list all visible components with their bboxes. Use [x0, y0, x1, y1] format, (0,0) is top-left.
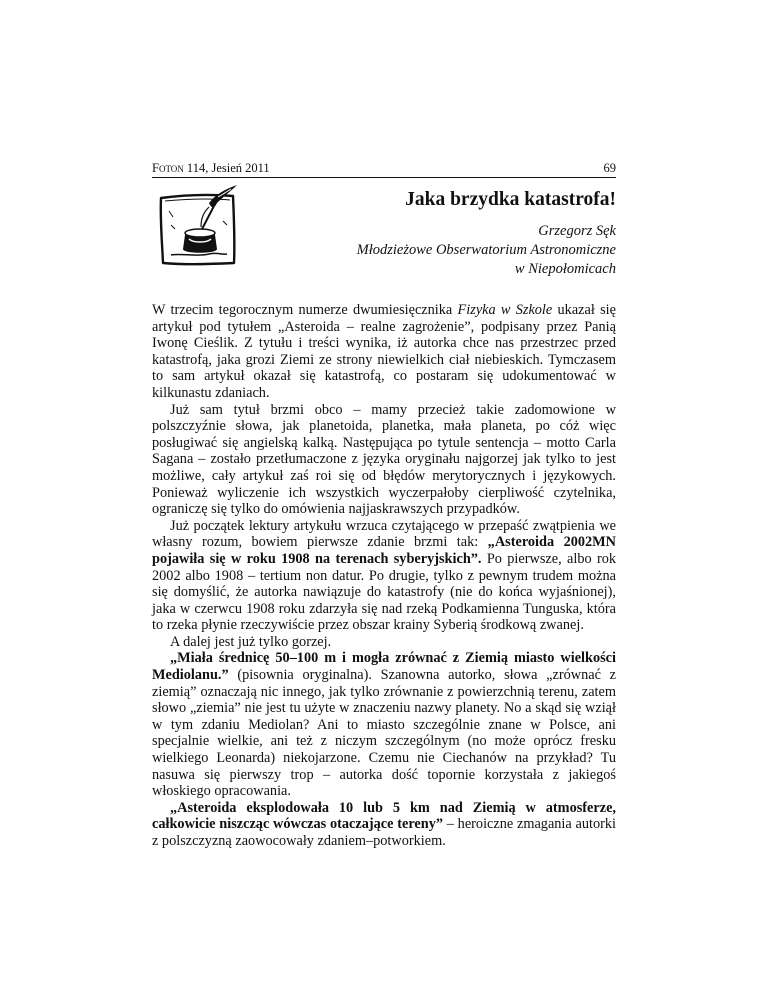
article-body	[152, 302, 616, 850]
page-number: 69	[603, 161, 616, 175]
text-run: W trzecim tegorocznym numerze dwumiesięcznika	[152, 302, 458, 318]
text-run: ukazał się artykuł pod tytułem „Asteroida – realne zagrożenie”, podpisany przez Panią Iwonę Cieślik. Z tytułu i treści wynika, iż autorka chce nas przestrzec przed katastrofą, jaka grozi Ziemi ze strony niewielkich ciał niebieskich. Tymczasem to sam artykuł okazał się katastrofą, co postaram się udokumentować w kilkunastu zdaniach.	[152, 302, 616, 401]
affiliation-line-2: w Niepołomicach	[514, 261, 616, 277]
paragraph-6	[152, 800, 616, 850]
affiliation-line-1: Młodzieżowe Obserwatorium Astronomiczne	[356, 242, 616, 258]
author-name: Grzegorz Sęk	[538, 223, 616, 239]
paragraph-3	[152, 518, 616, 634]
journal-title: Fizyka w Szkole	[457, 302, 553, 318]
paragraph-5	[152, 650, 616, 799]
text-run: (pisownia oryginalna). Szanowna autorko, słowa „zrównać z ziemią” oznaczają nic innego, jak tylko zrównanie z powierzchnią terenu, zatem słowo „ziemia” nie jest tu użyte w znaczeniu nazwy planety. No a skąd się wziął w tym zdaniu Mediolan? Ani to miasto szczególnie znane w Polsce, ani specjalnie wielkie, ani też z niczym szczególnym (no może oprócz fresku wielkiego Leonarda) niekojarzone. Czemu nie Ciechanów na przykład? Tu nasuwa się pierwszy trop – autorka dość topornie korzystała z jakiegoś włoskiego opracowania.	[152, 667, 616, 800]
journal-issue	[152, 160, 270, 176]
byline	[357, 222, 616, 279]
text-run: Po pierwsze, albo rok 2002 albo 1908 – tertium non datur. Po drugie, tylko z pewnym trudem można się domyślić, że autorka nawiązuje do katastrofy (nie do końca wyjaśnionej), jaka w czerwcu 1908 roku zdarzyła się nad rzeką Podkamienna Tunguska, która to rzeka płynie rzeczywiście przez obszar krainy Syberią środkową zwanej.	[152, 550, 617, 634]
quoted-sentence: „Miała średnicę 50–100 m i mogła zrównać z Ziemią miasto wielkości Mediolanu.”	[152, 650, 616, 684]
text-run: Już początek lektury artykułu wrzuca czytającego w przepaść zwątpienia we własny rozum, bowiem pierwsze zdanie brzmi tak:	[152, 517, 616, 551]
paragraph-1	[152, 302, 616, 402]
issue-info: 114, Jesień 2011	[183, 161, 270, 175]
text-run: – heroiczne zmagania autorki z polszczyzną zaowocowały zdaniem–potworkiem.	[152, 816, 616, 849]
quill-inkwell-icon	[157, 183, 241, 267]
article-title: Jaka brzydka katastrofa!	[405, 189, 616, 210]
quoted-sentence: „Asteroida 2002MN pojawiła się w roku 1908 na terenach syberyjskich”.	[152, 534, 616, 567]
journal-name: Foton	[152, 161, 184, 175]
paragraph-4: A dalej jest już tylko gorzej.	[170, 633, 332, 650]
quill-inkwell-logo	[157, 183, 241, 267]
header-rule	[152, 177, 616, 178]
running-header	[152, 160, 616, 176]
paragraph-2: Już sam tytuł brzmi obco – mamy przecież takie zadomowione w polszczyźnie słowa, jak planetoida, planetka, mała planeta, po cóż więc posługiwać się angielską kalką. Następująca po tytule sentencja – motto Carla Sagana – zostało przetłumaczone z języka oryginału najgorzej jak tylko to jest możliwe, cały artykuł zaś roi się od błędów merytorycznych i językowych. Ponieważ wyliczenie ich wszystkich wyczerpałoby cierpliwość czytelnika, ograniczę się tylko do omówienia najjaskrawszych przypadków.	[152, 401, 616, 518]
quoted-sentence: „Asteroida eksplodowała 10 lub 5 km nad Ziemią w atmosferze, całkowicie niszcząc wówczas otaczające tereny”	[152, 799, 616, 833]
